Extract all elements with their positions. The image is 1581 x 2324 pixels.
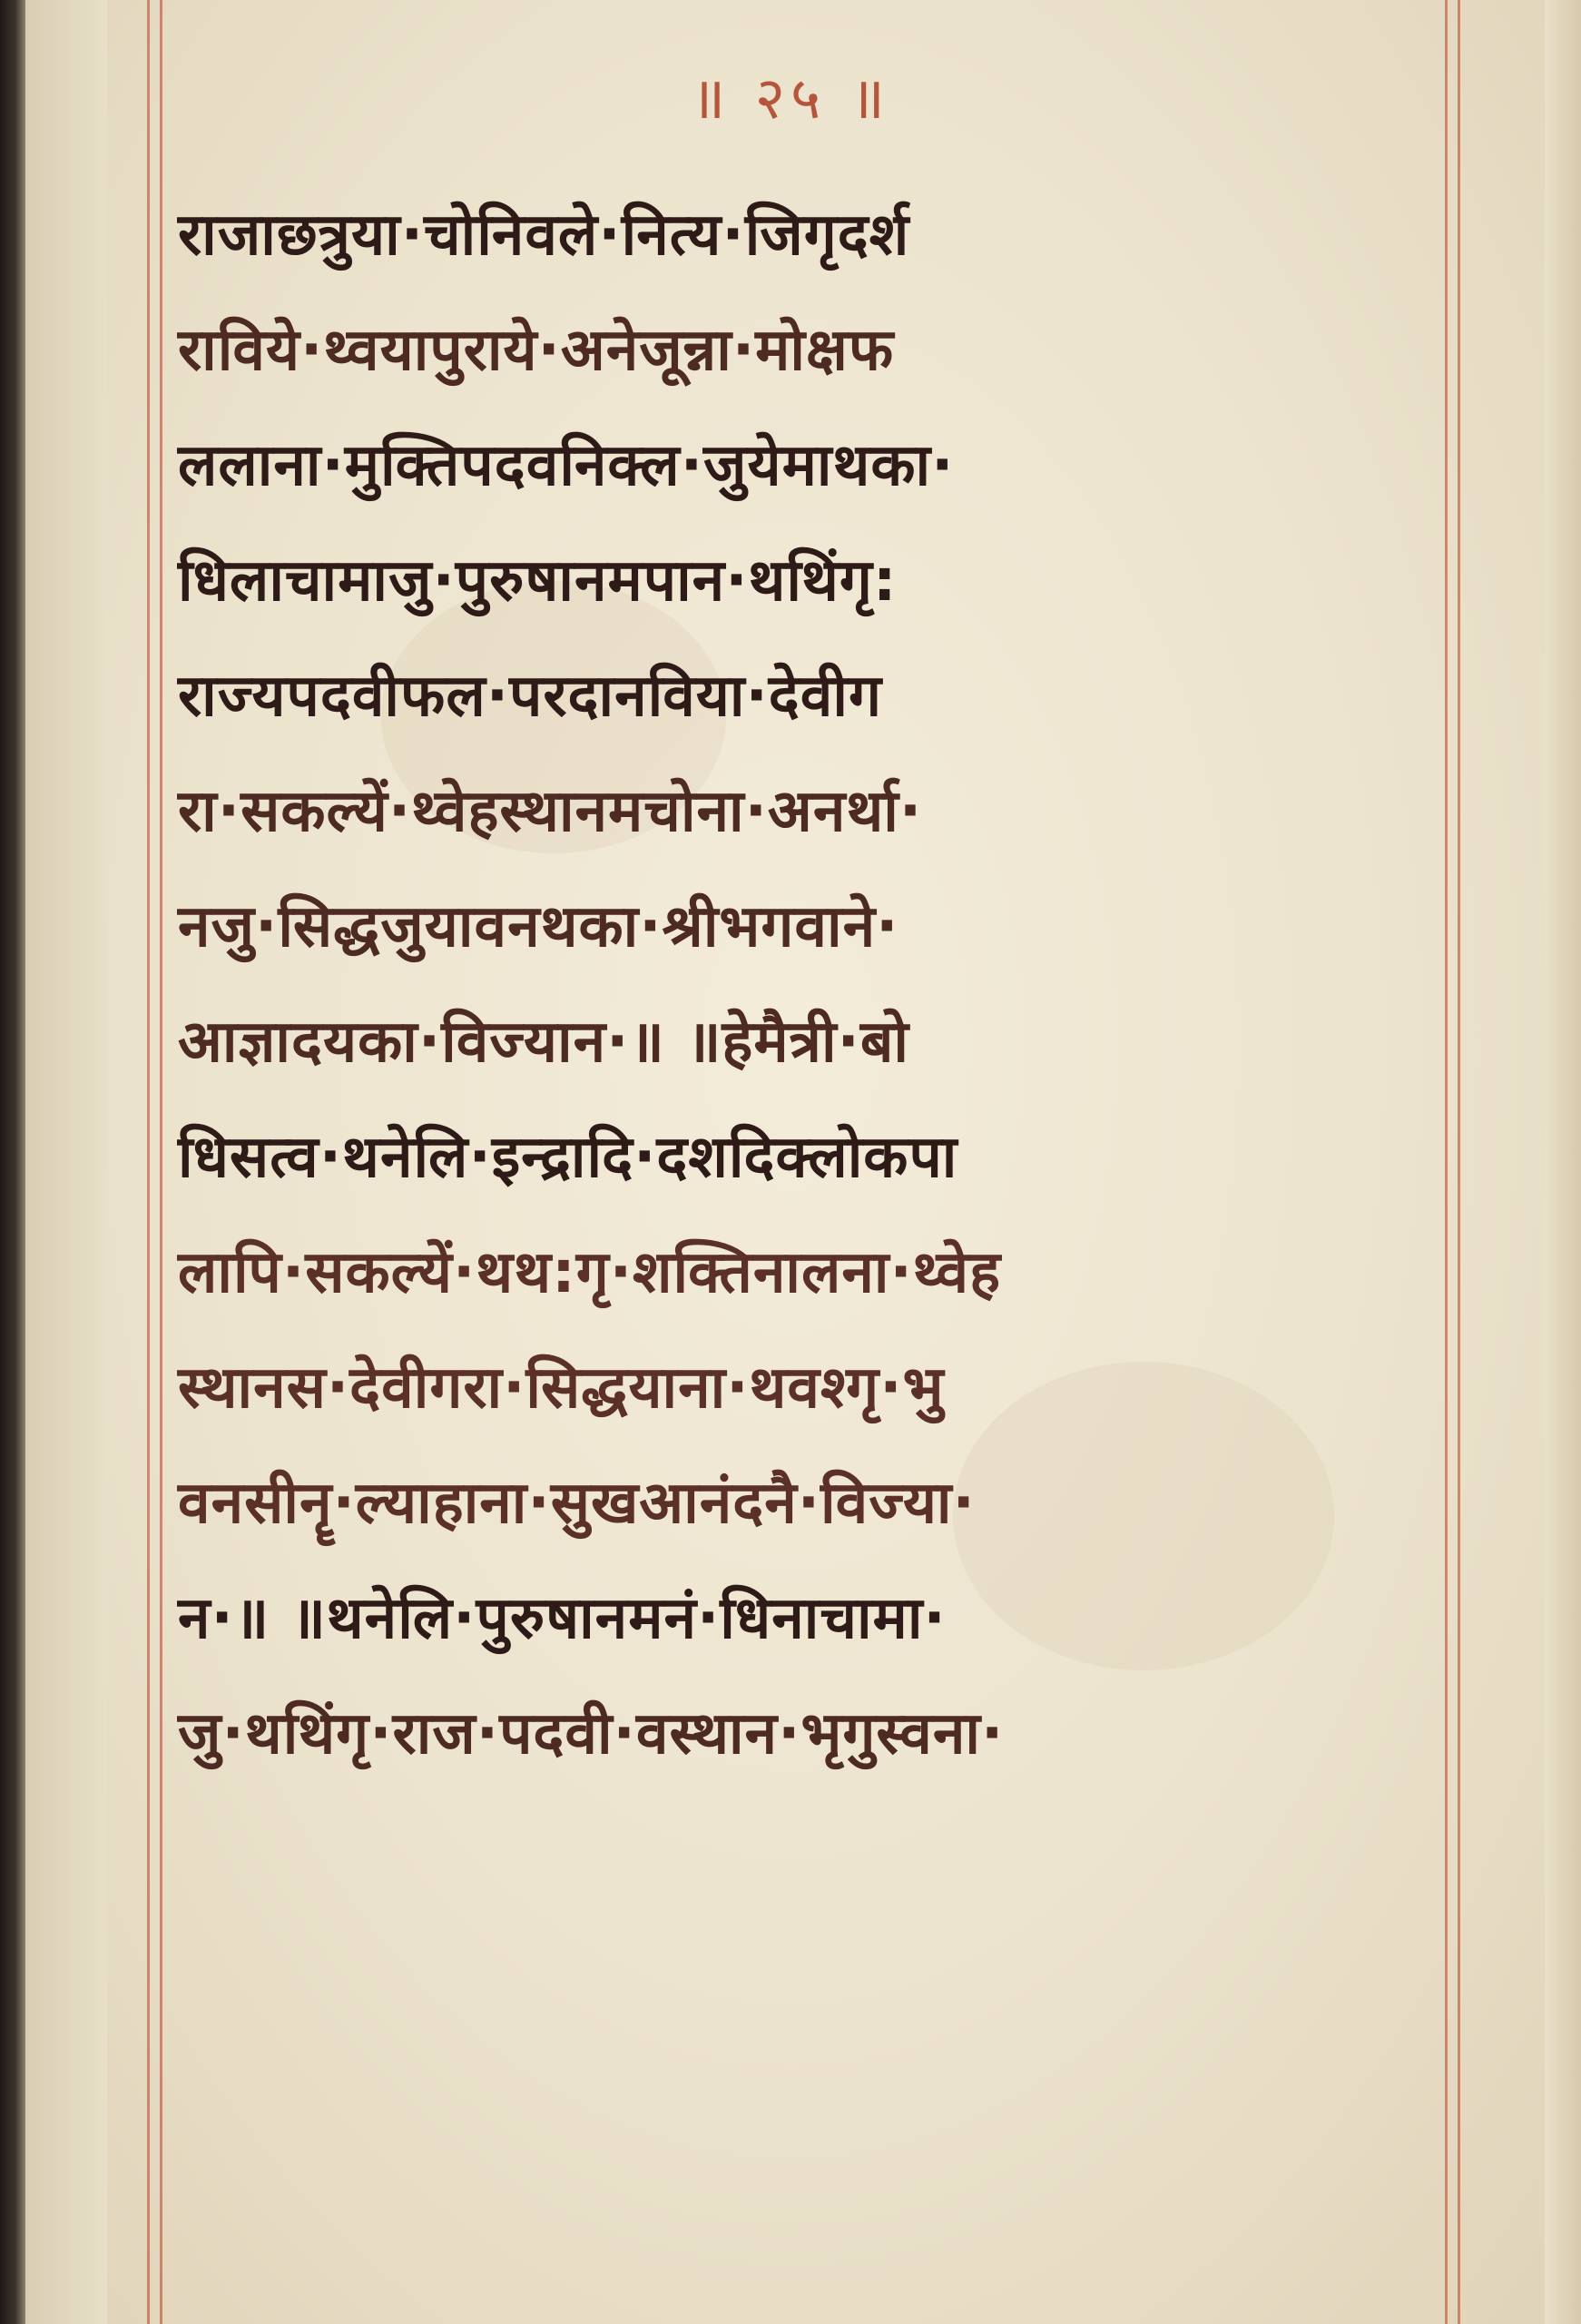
margin-rule-right-outer <box>1458 0 1460 2324</box>
text-line: जु·थथिंगृ·राज·पदवी·वस्थान·भृगुस्वना· <box>178 1700 1005 1768</box>
book-binding <box>0 0 25 2324</box>
text-line: धिलाचामाजु·पुरुषानमपान·थथिंगृ: <box>178 547 898 615</box>
page-right-edge <box>1545 0 1581 2324</box>
text-line: लापि·सकल्यें·थथ:गृ·शक्तिनालना·थ्वेह <box>178 1239 1002 1306</box>
margin-rule-left-inner <box>160 0 162 2324</box>
text-line: राज्यपदवीफल·परदानविया·देवीग <box>178 663 882 730</box>
text-line: राविये·थ्वयापुराये·अनेजून्ना·मोक्षफ <box>178 317 895 384</box>
text-line: नजु·सिद्धजुयावनथका·श्रीभगवाने· <box>178 893 899 960</box>
page-number: ॥ २५ ॥ <box>691 65 890 133</box>
text-line: धिसत्व·थनेलि·इन्द्रादि·दशदिक्लोकपा <box>178 1124 958 1191</box>
manuscript-text-block <box>178 178 1448 1792</box>
page-edge <box>25 0 107 2324</box>
text-line: न·॥ ॥थनेलि·पुरुषानमनं·धिनाचामा· <box>178 1585 947 1652</box>
text-line: आज्ञादयका·विज्यान·॥ ॥हेमैत्री·बो <box>178 1009 909 1076</box>
text-line: वनसीनॄ·ल्याहाना·सुखआनंदनै·विज्या· <box>178 1470 976 1537</box>
text-line: राजाछत्रुया·चोनिवले·नित्य·जिगृदर्श <box>178 202 910 269</box>
text-line: स्थानस·देवीगरा·सिद्धयाना·थवश्गृ·भु <box>178 1354 945 1422</box>
text-line: ललाना·मुक्तिपदवनिक्ल·जुयेमाथका· <box>178 432 955 499</box>
margin-rule-left-outer <box>147 0 150 2324</box>
text-line: रा·सकल्यें·थ्वेहस्थानमचोना·अनर्था· <box>178 778 923 845</box>
